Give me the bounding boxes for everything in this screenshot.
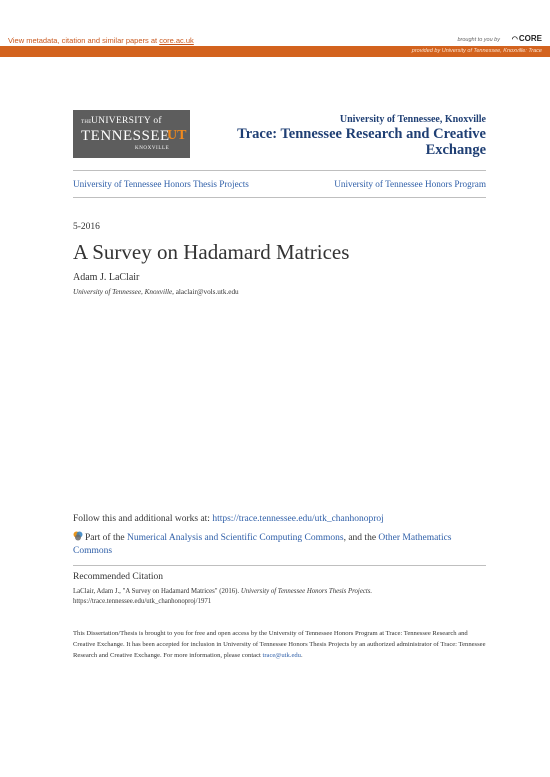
contact-email-link[interactable]: trace@utk.edu xyxy=(262,652,301,659)
provided-by-text: provided by University of Tennessee, Knoxville: Trace xyxy=(411,48,542,54)
paper-title: A Survey on Hadamard Matrices xyxy=(73,240,350,264)
notice-end: . xyxy=(300,652,303,659)
core-logo[interactable] xyxy=(512,34,542,43)
honors-program-link[interactable]: University of Tennessee Honors Program xyxy=(334,179,486,189)
recommended-citation-heading: Recommended Citation xyxy=(73,572,163,582)
divider-citation xyxy=(73,565,486,566)
logo-tennessee: TENNESSEE xyxy=(81,128,170,144)
notice-text: This Dissertation/Thesis is brought to you for free and open access by the University of Tennessee Honors Program at Trace: Tennessee Research and Creative Exchange. It has been accepted for inclusion in University of Tennessee Honors Thesis Projects by an authorized administrator of Trace: Tennessee Research and Creative Exchange. For more information, please contact xyxy=(73,630,486,659)
university-logo xyxy=(73,110,190,158)
logo-ut-mark: UT xyxy=(167,128,187,143)
part-of-middle: , and the xyxy=(343,533,379,543)
repository-name-line2: Exchange xyxy=(425,142,486,158)
other-mathematics-commons-link[interactable]: Other Mathematics xyxy=(378,533,452,543)
provided-by-strip xyxy=(0,46,550,57)
numerical-analysis-commons-link[interactable]: Numerical Analysis and Scientific Computing Commons xyxy=(126,533,344,543)
logo-university: UNIVERSITY of xyxy=(91,116,162,126)
core-icon: ◠ xyxy=(511,36,518,43)
repository-name-line1: Trace: Tennessee Research and Creative xyxy=(237,126,486,142)
institution-name: University of Tennessee, Knoxville xyxy=(339,114,486,125)
affiliation-institution: University of Tennessee, Knoxville xyxy=(73,288,173,296)
access-notice xyxy=(73,628,486,661)
other-mathematics-commons-link-cont[interactable]: Commons xyxy=(73,546,113,556)
part-of-prefix: Part of the xyxy=(85,533,127,543)
part-of-line xyxy=(73,530,486,558)
divider-top xyxy=(73,170,486,171)
divider-nav xyxy=(73,197,486,198)
brought-by-text: brought to you by xyxy=(457,37,500,43)
citation-text xyxy=(73,587,486,607)
logo-knoxville: KNOXVILLE xyxy=(135,146,170,151)
citation-start: LaClair, Adam J., "A Survey on Hadamard Matrices" (2016). xyxy=(73,588,241,595)
follow-line xyxy=(73,514,384,524)
metadata-text: View metadata, citation and similar papers at xyxy=(8,36,160,45)
author-affiliation xyxy=(73,288,239,296)
core-ac-uk-link[interactable]: core.ac.uk xyxy=(159,36,194,45)
collection-url-link[interactable]: https://trace.tennessee.edu/utk_chanhonoproj xyxy=(212,514,384,524)
core-header-bar xyxy=(0,0,550,46)
author-name: Adam J. LaClair xyxy=(73,272,140,283)
citation-url[interactable]: https://trace.tennessee.edu/utk_chanhonoproj/1971 xyxy=(73,598,212,605)
core-metadata-link[interactable] xyxy=(8,36,194,45)
repository-heading xyxy=(237,114,486,158)
citation-series: University of Tennessee Honors Thesis Projects. xyxy=(240,588,373,595)
logo-the: THE xyxy=(81,120,92,125)
publication-date: 5-2016 xyxy=(73,222,100,232)
bepress-commons-icon xyxy=(73,531,83,541)
affiliation-email: , alaclair@vols.utk.edu xyxy=(172,288,239,296)
follow-label: Follow this and additional works at: xyxy=(73,514,213,524)
honors-thesis-projects-link[interactable]: University of Tennessee Honors Thesis Projects xyxy=(73,179,249,189)
core-label: CORE xyxy=(518,34,542,43)
